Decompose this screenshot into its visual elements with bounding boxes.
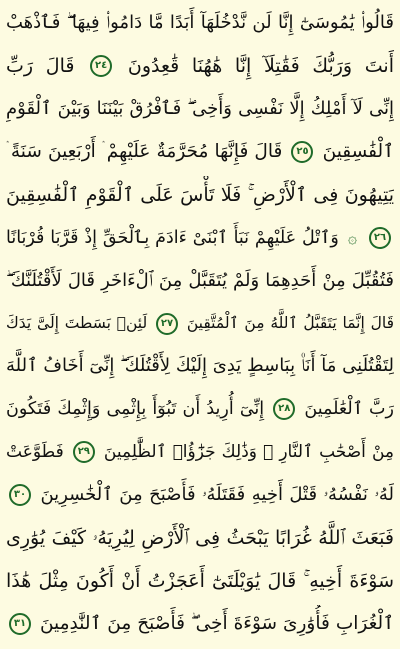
verse-text: وَٱتْلُ عَلَيْهِمْ نَبَأَ ٱبْنَىْ ءَادَمَ بِٱلْحَقِّ إِذْ قَرَّبَا قُرْبَانًا (6, 227, 339, 248)
verse-text: إِنِّىٓ أُرِيدُ أَن تَبُوٓأَ بِإِثْمِى وَإِثْمِكَ فَتَكُونَ (6, 399, 265, 420)
verse-number: ٣٠ (13, 489, 27, 501)
verse-end-marker-icon (90, 55, 112, 77)
verse-text: أَنتَ وَرَبُّكَ فَقَٰتِلَآ إِنَّا هَٰهُنَا قَٰعِدُونَ (127, 54, 394, 77)
verse-line (6, 90, 394, 128)
verse-text: قَالَ فَإِنَّهَا مُحَرَّمَةٌ عَلَيْهِمْ ۛ أَرْبَعِينَ سَنَةً ۛ (6, 140, 283, 162)
verse-number: ٢٩ (77, 446, 90, 458)
verse-text: فَتُقُبِّلَ مِنْ أَحَدِهِمَا وَلَمْ يُتَقَبَّلْ مِنَ ٱلْءَاخَرِ قَالَ لَأَقْتُلَنَّكَ ۖ (6, 269, 394, 291)
verse-text: قَالَ إِنَّمَا يَتَقَبَّلُ ٱللَّهُ مِنَ ٱلْمُتَّقِينَ (186, 314, 394, 333)
verse-text: لَهُۥ نَفْسُهُۥ قَتْلَ أَخِيهِ فَقَتَلَهُۥ فَأَصْبَحَ مِنَ ٱلْخَٰسِرِينَ (40, 484, 394, 506)
verse-text: فَبَعَثَ ٱللَّهُ غُرَابًا يَبْحَثُ فِى ٱلْأَرْضِ لِيُرِيَهُۥ كَيْفَ يُوَٰرِى (6, 527, 394, 550)
verse-text: ٱلْفَٰسِقِينَ (322, 140, 394, 162)
verse-text: يَتِيهُونَ فِى ٱلْأَرْضِ ۚ فَلَا تَأْسَ عَلَى ٱلْقَوْمِ ٱلْفَٰسِقِينَ (6, 183, 394, 206)
verse-line (6, 347, 394, 385)
verse-text: لِتَقْتُلَنِى مَآ أَنَا۠ بِبَاسِطٍ يَدِىَ إِلَيْكَ لِأَقْتُلَكَ ۖ إِنِّىٓ أَخَافُ ٱللَّهَ (6, 355, 394, 377)
verse-number: ٢٦ (373, 231, 387, 243)
verse-end-marker-icon (9, 484, 31, 506)
verse-number: ٢٥ (296, 145, 309, 157)
verse-text: ٱلْغُرَابِ فَأُوَٰرِىَ سَوْءَةَ أَخِى ۖ فَأَصْبَحَ مِنَ ٱلنَّٰدِمِينَ (39, 612, 394, 634)
verse-end-marker-icon (73, 441, 95, 463)
verse-text: مِنْ أَصْحَٰبِ ٱلنَّارِ ۚ وَذَٰلِكَ جَزَٰٓؤُا۟ ٱلظَّٰلِمِينَ (103, 442, 394, 463)
verse-end-marker-icon (156, 313, 178, 335)
rub-el-hizb-icon: ۞ (347, 227, 358, 247)
verse-line (6, 219, 394, 257)
verse-line (6, 304, 394, 342)
verse-text: لَئِنۢ بَسَطتَ إِلَىَّ يَدَكَ (6, 314, 148, 333)
verse-line (6, 562, 394, 600)
verse-end-marker-icon (9, 613, 31, 635)
verse-number: ٢٤ (95, 60, 108, 72)
verse-text: قَالَ رَبِّ (6, 54, 75, 77)
verse-line (6, 390, 394, 428)
verse-line (6, 133, 394, 171)
verse-line (6, 4, 394, 42)
verse-line (6, 519, 394, 557)
verse-line (6, 476, 394, 514)
verse-line (6, 605, 394, 643)
verse-line (6, 433, 394, 471)
verse-number: ٣١ (13, 617, 27, 629)
verse-line (6, 47, 394, 85)
verse-text: قَالُوا۟ يَٰمُوسَىٰٓ إِنَّا لَن نَّدْخُلَهَآ أَبَدًا مَّا دَامُوا۟ فِيهَا ۖ فَٱذْهَبْ (6, 12, 394, 33)
verse-text: سَوْءَةَ أَخِيهِ ۚ قَالَ يَٰوَيْلَتَىٰٓ أَعَجَزْتُ أَنْ أَكُونَ مِثْلَ هَٰذَا (6, 569, 394, 592)
verse-text: رَبَّ ٱلْعَٰلَمِينَ (304, 399, 394, 420)
verse-line (6, 262, 394, 300)
verse-end-marker-icon (273, 398, 295, 420)
verse-end-marker-icon (369, 227, 391, 249)
verse-text: فَطَوَّعَتْ (6, 442, 64, 463)
verse-end-marker-icon (291, 141, 313, 163)
verse-number: ٢٨ (278, 403, 291, 415)
verse-lines (6, 4, 394, 643)
verse-line (6, 176, 394, 214)
verse-number: ٢٧ (160, 317, 174, 329)
verse-text: إِنِّى لَآ أَمْلِكُ إِلَّا نَفْسِى وَأَخِى ۖ فَٱفْرُقْ بَيْنَنَا وَبَيْنَ ٱلْقَوْمِ (6, 97, 394, 119)
